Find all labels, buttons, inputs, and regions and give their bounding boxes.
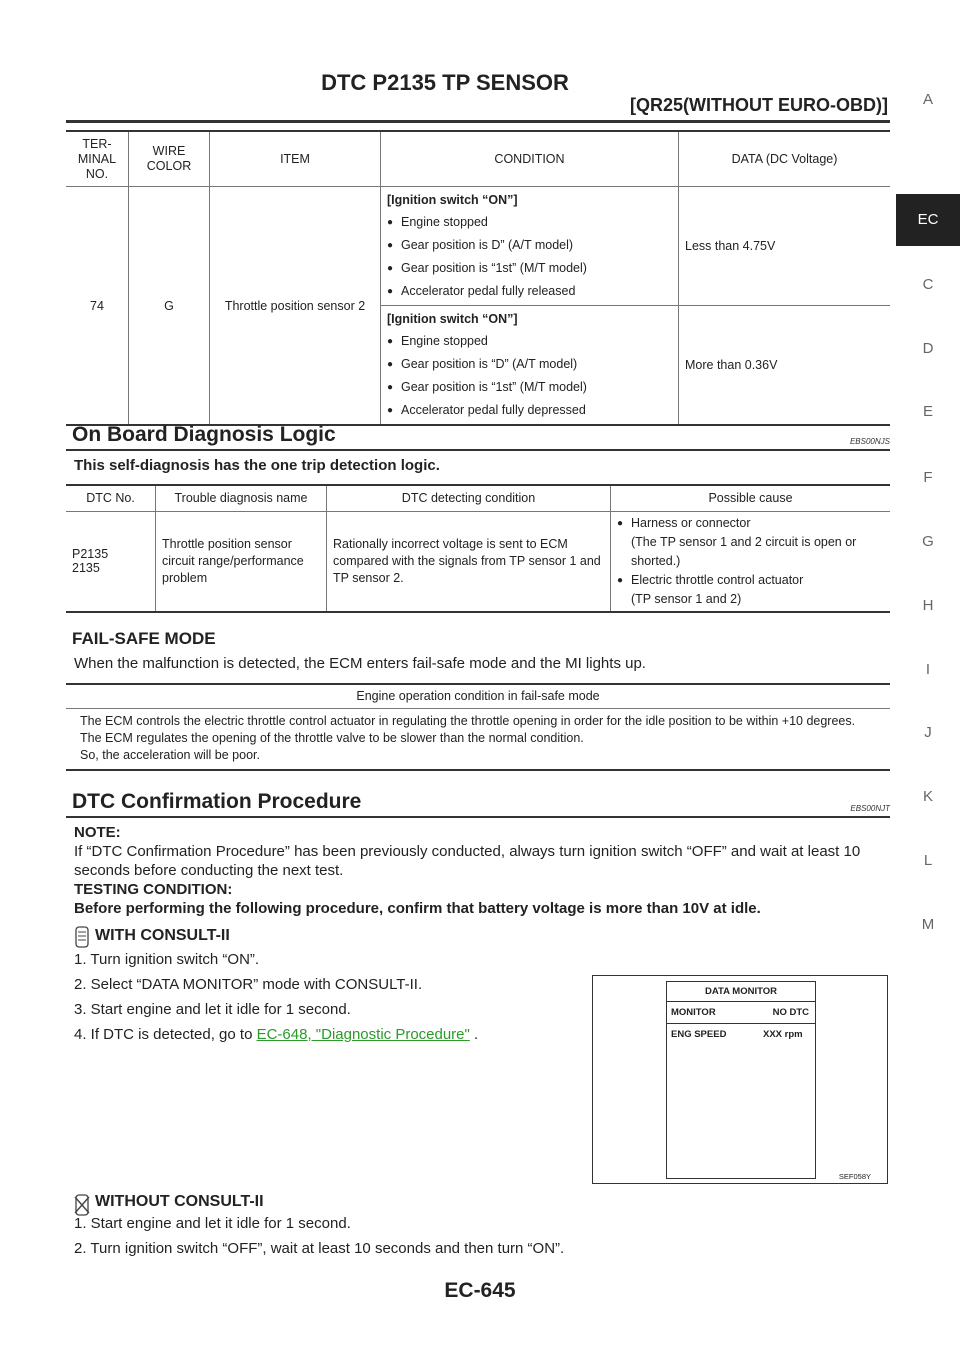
step4-prefix: 4. If DTC is detected, go to — [74, 1026, 257, 1043]
failsafe-line: So, the acceleration will be poor. — [80, 748, 260, 762]
dtc-cell — [66, 511, 156, 612]
confirm-heading: DTC Confirmation Procedure — [72, 790, 362, 813]
no-consult-icon — [72, 1193, 92, 1217]
sidebar-item-k[interactable]: K — [922, 788, 933, 805]
table-row — [66, 187, 890, 306]
col-header-data: DATA (DC Voltage) — [679, 132, 891, 187]
screen-param: ENG SPEED — [671, 1029, 727, 1040]
screen-no-dtc: NO DTC — [772, 1007, 809, 1018]
list-item: ● Gear position is “1st” (M/T model) — [387, 257, 672, 280]
page-title: DTC P2135 TP SENSOR — [321, 70, 569, 95]
screen-title: DATA MONITOR — [667, 982, 815, 1002]
sidebar-item-h[interactable]: H — [922, 597, 934, 614]
failsafe-intro: When the malfunction is detected, the ECM enters fail-safe mode and the MI lights up. — [74, 655, 646, 672]
screen-param-row — [667, 1024, 815, 1046]
testing-text: Before performing the following procedure, confirm that battery voltage is more than 10V at idle. — [74, 900, 761, 917]
dtc-number-short: 2135 — [72, 561, 100, 575]
sidebar-item-g[interactable]: G — [922, 533, 934, 550]
terminal-cell: 74 — [66, 187, 129, 426]
list-item: ● Engine stopped — [387, 211, 672, 234]
failsafe-heading: FAIL-SAFE MODE — [72, 629, 216, 648]
col-header-item: ITEM — [210, 132, 381, 187]
screen-value: XXX rpm — [763, 1029, 803, 1040]
list-item: ● Gear position is “1st” (M/T model) — [387, 376, 672, 399]
failsafe-line: The ECM controls the electric throttle control actuator in regulating the throttle opening in order for the idle position to be within +10 degrees. — [80, 714, 856, 728]
cause-title: ● Harness or connector — [631, 515, 751, 530]
obd-heading: On Board Diagnosis Logic — [72, 423, 336, 446]
consult-icon — [72, 925, 92, 949]
list-item: ● Gear position is D” (A/T model) — [387, 234, 672, 257]
col-header-dtc: DTC No. — [66, 485, 156, 511]
list-item: ● Accelerator pedal fully depressed — [387, 399, 672, 422]
col-header-condition: CONDITION — [381, 132, 679, 187]
without-consult-label: WITHOUT CONSULT-II — [95, 1193, 264, 1210]
trouble-name-cell: Throttle position sensor circuit range/performance problem — [156, 511, 327, 612]
sidebar-item-i[interactable]: I — [925, 661, 931, 678]
col-header-wire: WIRE COLOR — [129, 132, 210, 187]
obd-intro: This self-diagnosis has the one trip detection logic. — [74, 457, 440, 474]
note-label: NOTE: — [74, 824, 121, 841]
page-number: EC-645 — [444, 1279, 516, 1302]
list-item: ● Gear position is “D” (A/T model) — [387, 353, 672, 376]
sidebar-item-m[interactable]: M — [921, 916, 935, 933]
failsafe-table — [66, 683, 890, 771]
list-item: 3. Start engine and let it idle for 1 second. — [74, 1001, 351, 1018]
figure-frame — [592, 975, 888, 1184]
condition-list — [387, 211, 672, 303]
table-header-row — [66, 132, 890, 187]
list-item: 1. Start engine and let it idle for 1 second. — [74, 1215, 351, 1232]
col-header-terminal: TER- MINAL NO. — [66, 132, 129, 187]
list-item: 1. Turn ignition switch “ON”. — [74, 951, 260, 968]
table-row — [66, 511, 890, 612]
screen-status-row — [667, 1002, 815, 1024]
note-text: If “DTC Confirmation Procedure” has been previously conducted, always turn ignition switch “OFF” and wait at least 10 seconds before conducting the next test. — [74, 843, 861, 879]
cause-detail: (The TP sensor 1 and 2 circuit is open or shorted.) — [631, 534, 857, 568]
list-item — [617, 514, 884, 571]
with-consult-label: WITH CONSULT-II — [95, 927, 230, 944]
cause-cell — [611, 511, 891, 612]
dtc-table — [66, 484, 890, 613]
cause-list — [617, 514, 884, 609]
sidebar-item-c[interactable]: C — [922, 276, 934, 293]
failsafe-table-body — [66, 709, 890, 769]
cause-detail: (TP sensor 1 and 2) — [631, 591, 742, 606]
wire-cell: G — [129, 187, 210, 426]
sidebar-item-l[interactable]: L — [923, 852, 933, 869]
figure-code: SEF058Y — [838, 1172, 871, 1181]
failsafe-line: The ECM regulates the opening of the throttle valve to be slower than the normal condition. — [80, 731, 584, 745]
consult-screen — [666, 981, 816, 1179]
sidebar-item-f[interactable]: F — [923, 469, 933, 486]
note-block — [74, 823, 890, 918]
col-header-condition: DTC detecting condition — [327, 485, 611, 511]
screen-monitor: MONITOR — [671, 1007, 716, 1018]
cause-title: ● Electric throttle control actuator — [631, 572, 804, 587]
testing-label: TESTING CONDITION: — [74, 881, 233, 898]
header-rule — [66, 120, 890, 123]
condition-cell — [381, 306, 679, 426]
obd-code: EBS00NJS — [849, 437, 890, 446]
step4-suffix: . — [469, 1026, 479, 1043]
confirm-code: EBS00NJT — [850, 804, 890, 813]
obd-rule — [66, 449, 890, 451]
condition-title: [Ignition switch “ON”] — [387, 193, 518, 207]
col-header-name: Trouble diagnosis name — [156, 485, 327, 511]
diagnostic-procedure-link[interactable]: EC-648, "Diagnostic Procedure" — [256, 1026, 470, 1043]
data-cell: Less than 4.75V — [685, 239, 776, 253]
dtc-number: P2135 — [72, 547, 109, 561]
sidebar-item-e[interactable]: E — [922, 403, 933, 420]
condition-cell: Rationally incorrect voltage is sent to ECM compared with the signals from TP sensor 1 and TP sensor 2. — [327, 511, 611, 612]
data-cell: More than 0.36V — [685, 358, 778, 372]
page-subtitle: [QR25(WITHOUT EURO-OBD)] — [630, 95, 888, 115]
sidebar-item-a[interactable]: A — [922, 91, 933, 108]
list-item: 2. Turn ignition switch “OFF”, wait at least 10 seconds and then turn “ON”. — [74, 1240, 565, 1257]
condition-cell — [381, 187, 679, 306]
list-item — [617, 571, 884, 609]
sidebar-item-ec[interactable]: EC — [896, 194, 960, 246]
with-consult-steps — [74, 951, 478, 1051]
list-item: 2. Select “DATA MONITOR” mode with CONSULT-II. — [74, 976, 423, 993]
list-item: ● Engine stopped — [387, 330, 672, 353]
without-consult-steps — [74, 1215, 564, 1265]
table-top-rule — [66, 130, 890, 132]
item-cell: Throttle position sensor 2 — [210, 187, 381, 426]
list-item — [74, 1026, 478, 1051]
confirm-rule — [66, 816, 890, 818]
terminal-table — [66, 132, 890, 426]
list-item: ● Accelerator pedal fully released — [387, 280, 672, 303]
condition-title: [Ignition switch “ON”] — [387, 312, 518, 326]
sidebar-item-j[interactable]: J — [924, 724, 932, 741]
sidebar-item-d[interactable]: D — [922, 340, 934, 357]
condition-list — [387, 330, 672, 422]
table-header-row — [66, 485, 890, 511]
col-header-cause: Possible cause — [708, 491, 793, 506]
failsafe-table-header: Engine operation condition in fail-safe mode — [66, 685, 890, 709]
